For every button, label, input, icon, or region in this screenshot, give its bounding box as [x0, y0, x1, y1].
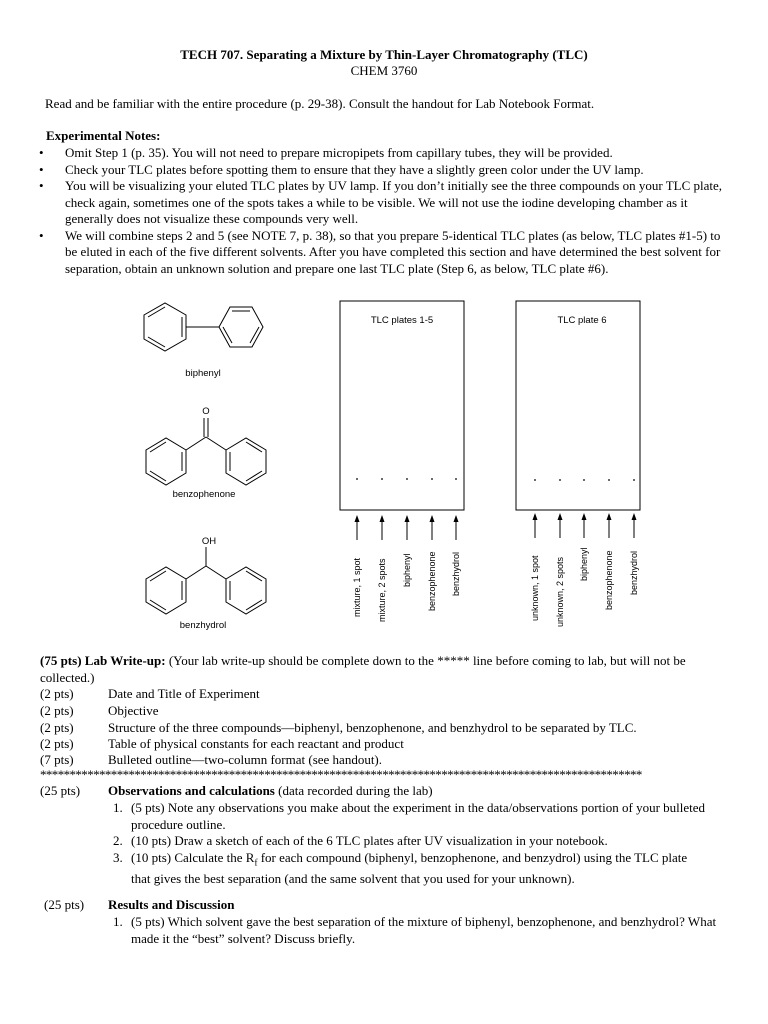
writeup-item-points: (2 pts) — [40, 686, 74, 701]
observation-text: (10 pts) Calculate the R — [131, 849, 255, 865]
notes-heading: Experimental Notes: — [46, 128, 161, 143]
tlc-plate-6-title: TLC plate 6 — [557, 315, 607, 326]
writeup-item-points: (2 pts) — [40, 720, 74, 735]
tlc-plate-6-lane-labels — [530, 513, 639, 627]
document-header — [0, 47, 768, 79]
lane-label: benzhydrol — [629, 550, 639, 595]
lane-label: mixture, 1 spot — [352, 557, 362, 617]
writeup-item-points: (2 pts) — [40, 703, 74, 718]
tlc-figure — [0, 290, 768, 640]
lane-arrow — [430, 515, 435, 540]
tlc-plate-6 — [516, 301, 640, 510]
lane-arrow — [582, 513, 587, 538]
results-points: (25 pts) — [44, 897, 85, 912]
lane-label: benzhydrol — [451, 551, 461, 596]
section-divider: ****************************************************************************************************** — [40, 768, 642, 782]
tlc-plate-1-5 — [340, 301, 464, 510]
note-item: • We will combine steps 2 and 5 (see NOTE 7, p. 38), so that you prepare 5-identical TLC plates (as below, TLC plates #1-5) to be eluted in each of the five different solvents. After you have completed this section and have determined the best solvent for separation, obtain an unknown solution and prepare one last TLC plate (Step 6, as below, TLC plate #6). — [38, 228, 733, 278]
writeup-description: (Your lab write-up should be complete down to the ***** line before coming to lab, but will not be collected.) — [40, 653, 686, 685]
lane-arrow — [632, 513, 637, 538]
results-item: 1. (5 pts) Which solvent gave the best separation of the mixture of biphenyl, benzophenone, and benzhydrol? What made it the “best” solvent? Discuss briefly. — [113, 914, 717, 946]
document-title: TECH 707. Separating a Mixture by Thin-Layer Chromatography (TLC) — [180, 47, 588, 62]
observation-item: 2. (10 pts) Draw a sketch of each of the 6 TLC plates after UV visualization in your notebook. — [113, 833, 608, 848]
lane-arrow — [405, 515, 410, 540]
results-text: (5 pts) Which solvent gave the best separation of the mixture of biphenyl, benzophenone, and benzhydrol? What made it the “best” solvent? Discuss briefly. — [131, 914, 717, 946]
note-item: • You will be visualizing your eluted TLC plates by UV lamp. If you don’t initially see the three compounds on your TLC plate, check again, sometimes one of the spots takes a while to be visible. We will not use the iodine developing chamber as it generally does not visualize these compounds very well. — [38, 178, 733, 228]
course-code: CHEM 3760 — [350, 63, 418, 78]
hydroxyl-label: OH — [201, 536, 217, 547]
lane-label: benzophenone — [427, 551, 437, 611]
writeup-intro — [40, 653, 730, 686]
observation-text: (5 pts) Note any observations you make about the experiment in the data/observations portion of your bulleted procedure outline. — [131, 800, 706, 832]
writeup-item-text: Table of physical constants for each reactant and product — [108, 736, 404, 751]
lane-arrow — [558, 513, 563, 538]
note-item: • Check your TLC plates before spotting them to ensure that they have a slightly green color under the UV lamp. — [38, 162, 733, 179]
lane-label: unknown, 1 spot — [530, 555, 540, 621]
lane-label: biphenyl — [402, 553, 412, 587]
observation-item: 3. (10 pts) Calculate the $R_f$ for each compound (biphenyl, benzophenone, and benzydrol) using the TLC plate that gives the best separation (and the same solvent that you used for your unknown). — [113, 849, 688, 886]
writeup-item-text: Structure of the three compounds—biphenyl, benzophenone, and benzhydrol to be separated by TLC. — [108, 720, 637, 735]
benzhydrol-structure — [146, 547, 266, 614]
writeup-label: (75 pts) Lab Write-up: — [40, 653, 166, 668]
observations-title: Observations and calculations — [108, 783, 275, 798]
observations-list — [108, 800, 708, 887]
writeup-item-points: (2 pts) — [40, 736, 74, 751]
tlc-plate-6-spots — [534, 479, 635, 481]
lane-arrow — [380, 515, 385, 540]
benzophenone-structure — [146, 418, 266, 485]
writeup-item-text: Objective — [108, 703, 159, 718]
results-title: Results and Discussion — [108, 897, 235, 912]
observation-item: 1. (5 pts) Note any observations you make about the experiment in the data/observations portion of your bulleted procedure outline. — [113, 800, 706, 832]
lane-label: benzophenone — [604, 550, 614, 610]
observation-text: (10 pts) Draw a sketch of each of the 6 TLC plates after UV visualization in your notebook. — [131, 833, 608, 848]
tlc-plate-1-5-lane-labels — [352, 515, 461, 622]
benzhydrol-label: benzhydrol — [179, 620, 227, 631]
writeup-item-text: Bulleted outline—two-column format (see handout). — [108, 752, 383, 767]
tlc-plate-1-5-spots — [356, 478, 457, 480]
notes-list — [38, 145, 733, 277]
observations-heading — [108, 783, 433, 800]
lane-arrow — [454, 515, 459, 540]
writeup-item-points: (7 pts) — [40, 752, 74, 767]
observations-points: (25 pts) — [40, 783, 81, 798]
tlc-plate-1-5-title: TLC plates 1-5 — [370, 315, 434, 326]
lane-label: unknown, 2 spots — [555, 556, 565, 627]
lane-arrow — [607, 513, 612, 538]
lane-arrow — [533, 513, 538, 538]
observation-text-cont: for each compound (biphenyl, benzophenone, and benzydrol) using the TLC plate that gives the best separation (and the same solvent that you used for your unknown). — [131, 849, 688, 886]
note-item: • Omit Step 1 (p. 35). You will not need to prepare micropipets from capillary tubes, they will be provided. — [38, 145, 733, 162]
biphenyl-label: biphenyl — [185, 368, 221, 379]
lane-arrow — [355, 515, 360, 540]
lane-label: mixture, 2 spots — [377, 558, 387, 622]
rf-subscript: f — [254, 857, 258, 868]
intro-text: Read and be familiar with the entire procedure (p. 29-38). Consult the handout for Lab Notebook Format. — [45, 96, 595, 111]
biphenyl-structure — [144, 303, 263, 351]
results-list — [108, 914, 728, 947]
observations-subtitle: (data recorded during the lab) — [274, 783, 433, 798]
lane-label: biphenyl — [579, 547, 589, 581]
benzophenone-label: benzophenone — [172, 489, 236, 500]
writeup-item-text: Date and Title of Experiment — [108, 686, 260, 701]
carbonyl-oxygen-label: O — [202, 406, 210, 417]
